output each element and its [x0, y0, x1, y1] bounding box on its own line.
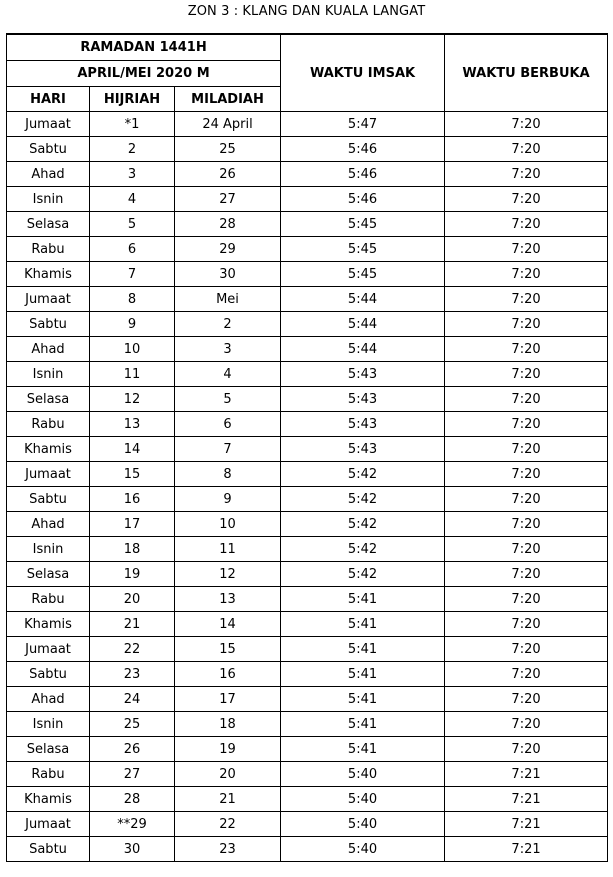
miladiah-cell: 3 [175, 337, 281, 362]
hijriah-cell: 22 [90, 637, 175, 662]
imsak-cell: 5:41 [281, 687, 445, 712]
month-header: RAMADAN 1441H [7, 34, 281, 61]
imsak-cell: 5:45 [281, 237, 445, 262]
miladiah-cell: 12 [175, 562, 281, 587]
miladiah-cell: 24 April [175, 112, 281, 137]
berbuka-cell: 7:20 [445, 612, 608, 637]
berbuka-cell: 7:20 [445, 162, 608, 187]
hijriah-cell: 19 [90, 562, 175, 587]
imsak-cell: 5:41 [281, 587, 445, 612]
table-row [7, 337, 608, 362]
miladiah-cell: 7 [175, 437, 281, 462]
miladiah-cell: 17 [175, 687, 281, 712]
berbuka-cell: 7:20 [445, 537, 608, 562]
table-row [7, 237, 608, 262]
imsak-cell: 5:42 [281, 462, 445, 487]
hijriah-cell: 7 [90, 262, 175, 287]
hijriah-cell: 3 [90, 162, 175, 187]
hari-cell: Rabu [7, 587, 90, 612]
hari-cell: Selasa [7, 737, 90, 762]
berbuka-cell: 7:20 [445, 187, 608, 212]
imsak-cell: 5:41 [281, 712, 445, 737]
miladiah-cell: 22 [175, 812, 281, 837]
hari-cell: Jumaat [7, 287, 90, 312]
table-row [7, 212, 608, 237]
hijriah-cell: 25 [90, 712, 175, 737]
hari-cell: Selasa [7, 212, 90, 237]
miladiah-cell: 16 [175, 662, 281, 687]
hari-cell: Rabu [7, 762, 90, 787]
berbuka-cell: 7:21 [445, 787, 608, 812]
berbuka-cell: 7:20 [445, 112, 608, 137]
miladiah-cell: Mei [175, 287, 281, 312]
hijriah-cell: 30 [90, 837, 175, 862]
berbuka-header: WAKTU BERBUKA [445, 34, 608, 112]
hijriah-cell: 5 [90, 212, 175, 237]
hari-cell: Isnin [7, 537, 90, 562]
imsak-cell: 5:42 [281, 487, 445, 512]
table-row [7, 162, 608, 187]
table-row [7, 487, 608, 512]
hari-cell: Khamis [7, 437, 90, 462]
miladiah-cell: 4 [175, 362, 281, 387]
berbuka-cell: 7:20 [445, 387, 608, 412]
hari-cell: Ahad [7, 337, 90, 362]
miladiah-cell: 8 [175, 462, 281, 487]
hari-cell: Ahad [7, 162, 90, 187]
hijriah-cell: 21 [90, 612, 175, 637]
table-row [7, 837, 608, 862]
hari-cell: Ahad [7, 512, 90, 537]
table-row [7, 262, 608, 287]
berbuka-cell: 7:20 [445, 437, 608, 462]
hijriah-cell: 12 [90, 387, 175, 412]
imsak-cell: 5:42 [281, 562, 445, 587]
hijriah-cell: 14 [90, 437, 175, 462]
hari-cell: Khamis [7, 787, 90, 812]
table-row [7, 637, 608, 662]
hijriah-cell: 13 [90, 412, 175, 437]
table-row [7, 612, 608, 637]
berbuka-cell: 7:20 [445, 412, 608, 437]
imsak-cell: 5:47 [281, 112, 445, 137]
table-row [7, 737, 608, 762]
imsak-cell: 5:46 [281, 162, 445, 187]
imsak-cell: 5:43 [281, 387, 445, 412]
hari-cell: Ahad [7, 687, 90, 712]
imsak-cell: 5:44 [281, 337, 445, 362]
miladiah-cell: 18 [175, 712, 281, 737]
table-row [7, 412, 608, 437]
miladiah-cell: 27 [175, 187, 281, 212]
hari-cell: Sabtu [7, 662, 90, 687]
berbuka-cell: 7:20 [445, 312, 608, 337]
berbuka-cell: 7:20 [445, 687, 608, 712]
berbuka-cell: 7:20 [445, 712, 608, 737]
imsak-cell: 5:44 [281, 287, 445, 312]
hijriah-cell: 20 [90, 587, 175, 612]
miladiah-cell: 26 [175, 162, 281, 187]
miladiah-cell: 15 [175, 637, 281, 662]
imsak-cell: 5:45 [281, 262, 445, 287]
hari-cell: Rabu [7, 412, 90, 437]
berbuka-cell: 7:20 [445, 487, 608, 512]
berbuka-cell: 7:20 [445, 287, 608, 312]
table-row [7, 712, 608, 737]
imsak-cell: 5:42 [281, 537, 445, 562]
imsak-cell: 5:45 [281, 212, 445, 237]
hari-cell: Jumaat [7, 637, 90, 662]
hijriah-cell: 26 [90, 737, 175, 762]
miladiah-cell: 2 [175, 312, 281, 337]
hari-cell: Khamis [7, 612, 90, 637]
table-row [7, 762, 608, 787]
imsak-cell: 5:43 [281, 362, 445, 387]
hijriah-cell: 27 [90, 762, 175, 787]
hijriah-cell: 8 [90, 287, 175, 312]
table-row [7, 512, 608, 537]
hijriah-cell: 28 [90, 787, 175, 812]
berbuka-cell: 7:21 [445, 762, 608, 787]
table-row [7, 787, 608, 812]
imsak-cell: 5:40 [281, 812, 445, 837]
hijriah-cell: 23 [90, 662, 175, 687]
hari-cell: Sabtu [7, 837, 90, 862]
imsak-cell: 5:41 [281, 737, 445, 762]
berbuka-cell: 7:20 [445, 462, 608, 487]
imsak-cell: 5:44 [281, 312, 445, 337]
imsak-cell: 5:46 [281, 137, 445, 162]
table-row [7, 287, 608, 312]
imsak-cell: 5:40 [281, 837, 445, 862]
imsak-cell: 5:43 [281, 437, 445, 462]
miladiah-cell: 30 [175, 262, 281, 287]
hijriah-cell: 2 [90, 137, 175, 162]
hijriah-cell: 18 [90, 537, 175, 562]
hijriah-cell: 6 [90, 237, 175, 262]
miladiah-cell: 11 [175, 537, 281, 562]
hijriah-cell: 10 [90, 337, 175, 362]
berbuka-cell: 7:20 [445, 362, 608, 387]
table-row [7, 437, 608, 462]
hijriah-cell: 17 [90, 512, 175, 537]
imsak-cell: 5:41 [281, 662, 445, 687]
hijriah-cell: 11 [90, 362, 175, 387]
berbuka-cell: 7:20 [445, 137, 608, 162]
hijriah-cell: 15 [90, 462, 175, 487]
hijriah-header: HIJRIAH [90, 87, 175, 112]
miladiah-cell: 5 [175, 387, 281, 412]
hari-header: HARI [7, 87, 90, 112]
berbuka-cell: 7:20 [445, 737, 608, 762]
hari-cell: Sabtu [7, 312, 90, 337]
imsak-cell: 5:41 [281, 612, 445, 637]
miladiah-header: MILADIAH [175, 87, 281, 112]
hari-cell: Isnin [7, 362, 90, 387]
hari-cell: Jumaat [7, 112, 90, 137]
miladiah-cell: 23 [175, 837, 281, 862]
table-row [7, 562, 608, 587]
miladiah-cell: 19 [175, 737, 281, 762]
year-header: APRIL/MEI 2020 M [7, 61, 281, 87]
miladiah-cell: 9 [175, 487, 281, 512]
imsak-cell: 5:41 [281, 637, 445, 662]
hari-cell: Jumaat [7, 462, 90, 487]
miladiah-cell: 13 [175, 587, 281, 612]
zone-title: ZON 3 : KLANG DAN KUALA LANGAT [187, 4, 426, 19]
imsak-cell: 5:40 [281, 762, 445, 787]
table-row [7, 462, 608, 487]
table-row [7, 112, 608, 137]
hijriah-cell: 4 [90, 187, 175, 212]
berbuka-cell: 7:21 [445, 812, 608, 837]
table-row [7, 312, 608, 337]
table-row [7, 812, 608, 837]
table-row [7, 387, 608, 412]
hijriah-cell: 16 [90, 487, 175, 512]
miladiah-cell: 14 [175, 612, 281, 637]
hari-cell: Khamis [7, 262, 90, 287]
table-row [7, 687, 608, 712]
hari-cell: Selasa [7, 387, 90, 412]
berbuka-cell: 7:20 [445, 662, 608, 687]
berbuka-cell: 7:20 [445, 512, 608, 537]
hari-cell: Selasa [7, 562, 90, 587]
miladiah-cell: 20 [175, 762, 281, 787]
imsak-header: WAKTU IMSAK [281, 34, 445, 112]
miladiah-cell: 10 [175, 512, 281, 537]
table-row [7, 187, 608, 212]
berbuka-cell: 7:20 [445, 237, 608, 262]
hari-cell: Isnin [7, 187, 90, 212]
hari-cell: Sabtu [7, 137, 90, 162]
hijriah-cell: *1 [90, 112, 175, 137]
berbuka-cell: 7:21 [445, 837, 608, 862]
imsak-cell: 5:46 [281, 187, 445, 212]
hijriah-cell: 9 [90, 312, 175, 337]
imsak-berbuka-table [6, 33, 608, 862]
table-body [7, 112, 608, 862]
table-row [7, 137, 608, 162]
miladiah-cell: 29 [175, 237, 281, 262]
hijriah-cell: **29 [90, 812, 175, 837]
hari-cell: Rabu [7, 237, 90, 262]
table-row [7, 662, 608, 687]
table-row [7, 587, 608, 612]
table-row [7, 362, 608, 387]
berbuka-cell: 7:20 [445, 637, 608, 662]
berbuka-cell: 7:20 [445, 262, 608, 287]
hari-cell: Sabtu [7, 487, 90, 512]
hari-cell: Isnin [7, 712, 90, 737]
table-row [7, 537, 608, 562]
imsak-cell: 5:42 [281, 512, 445, 537]
imsak-cell: 5:43 [281, 412, 445, 437]
hari-cell: Jumaat [7, 812, 90, 837]
berbuka-cell: 7:20 [445, 562, 608, 587]
berbuka-cell: 7:20 [445, 587, 608, 612]
miladiah-cell: 6 [175, 412, 281, 437]
berbuka-cell: 7:20 [445, 337, 608, 362]
miladiah-cell: 28 [175, 212, 281, 237]
berbuka-cell: 7:20 [445, 212, 608, 237]
hijriah-cell: 24 [90, 687, 175, 712]
miladiah-cell: 25 [175, 137, 281, 162]
miladiah-cell: 21 [175, 787, 281, 812]
imsak-cell: 5:40 [281, 787, 445, 812]
